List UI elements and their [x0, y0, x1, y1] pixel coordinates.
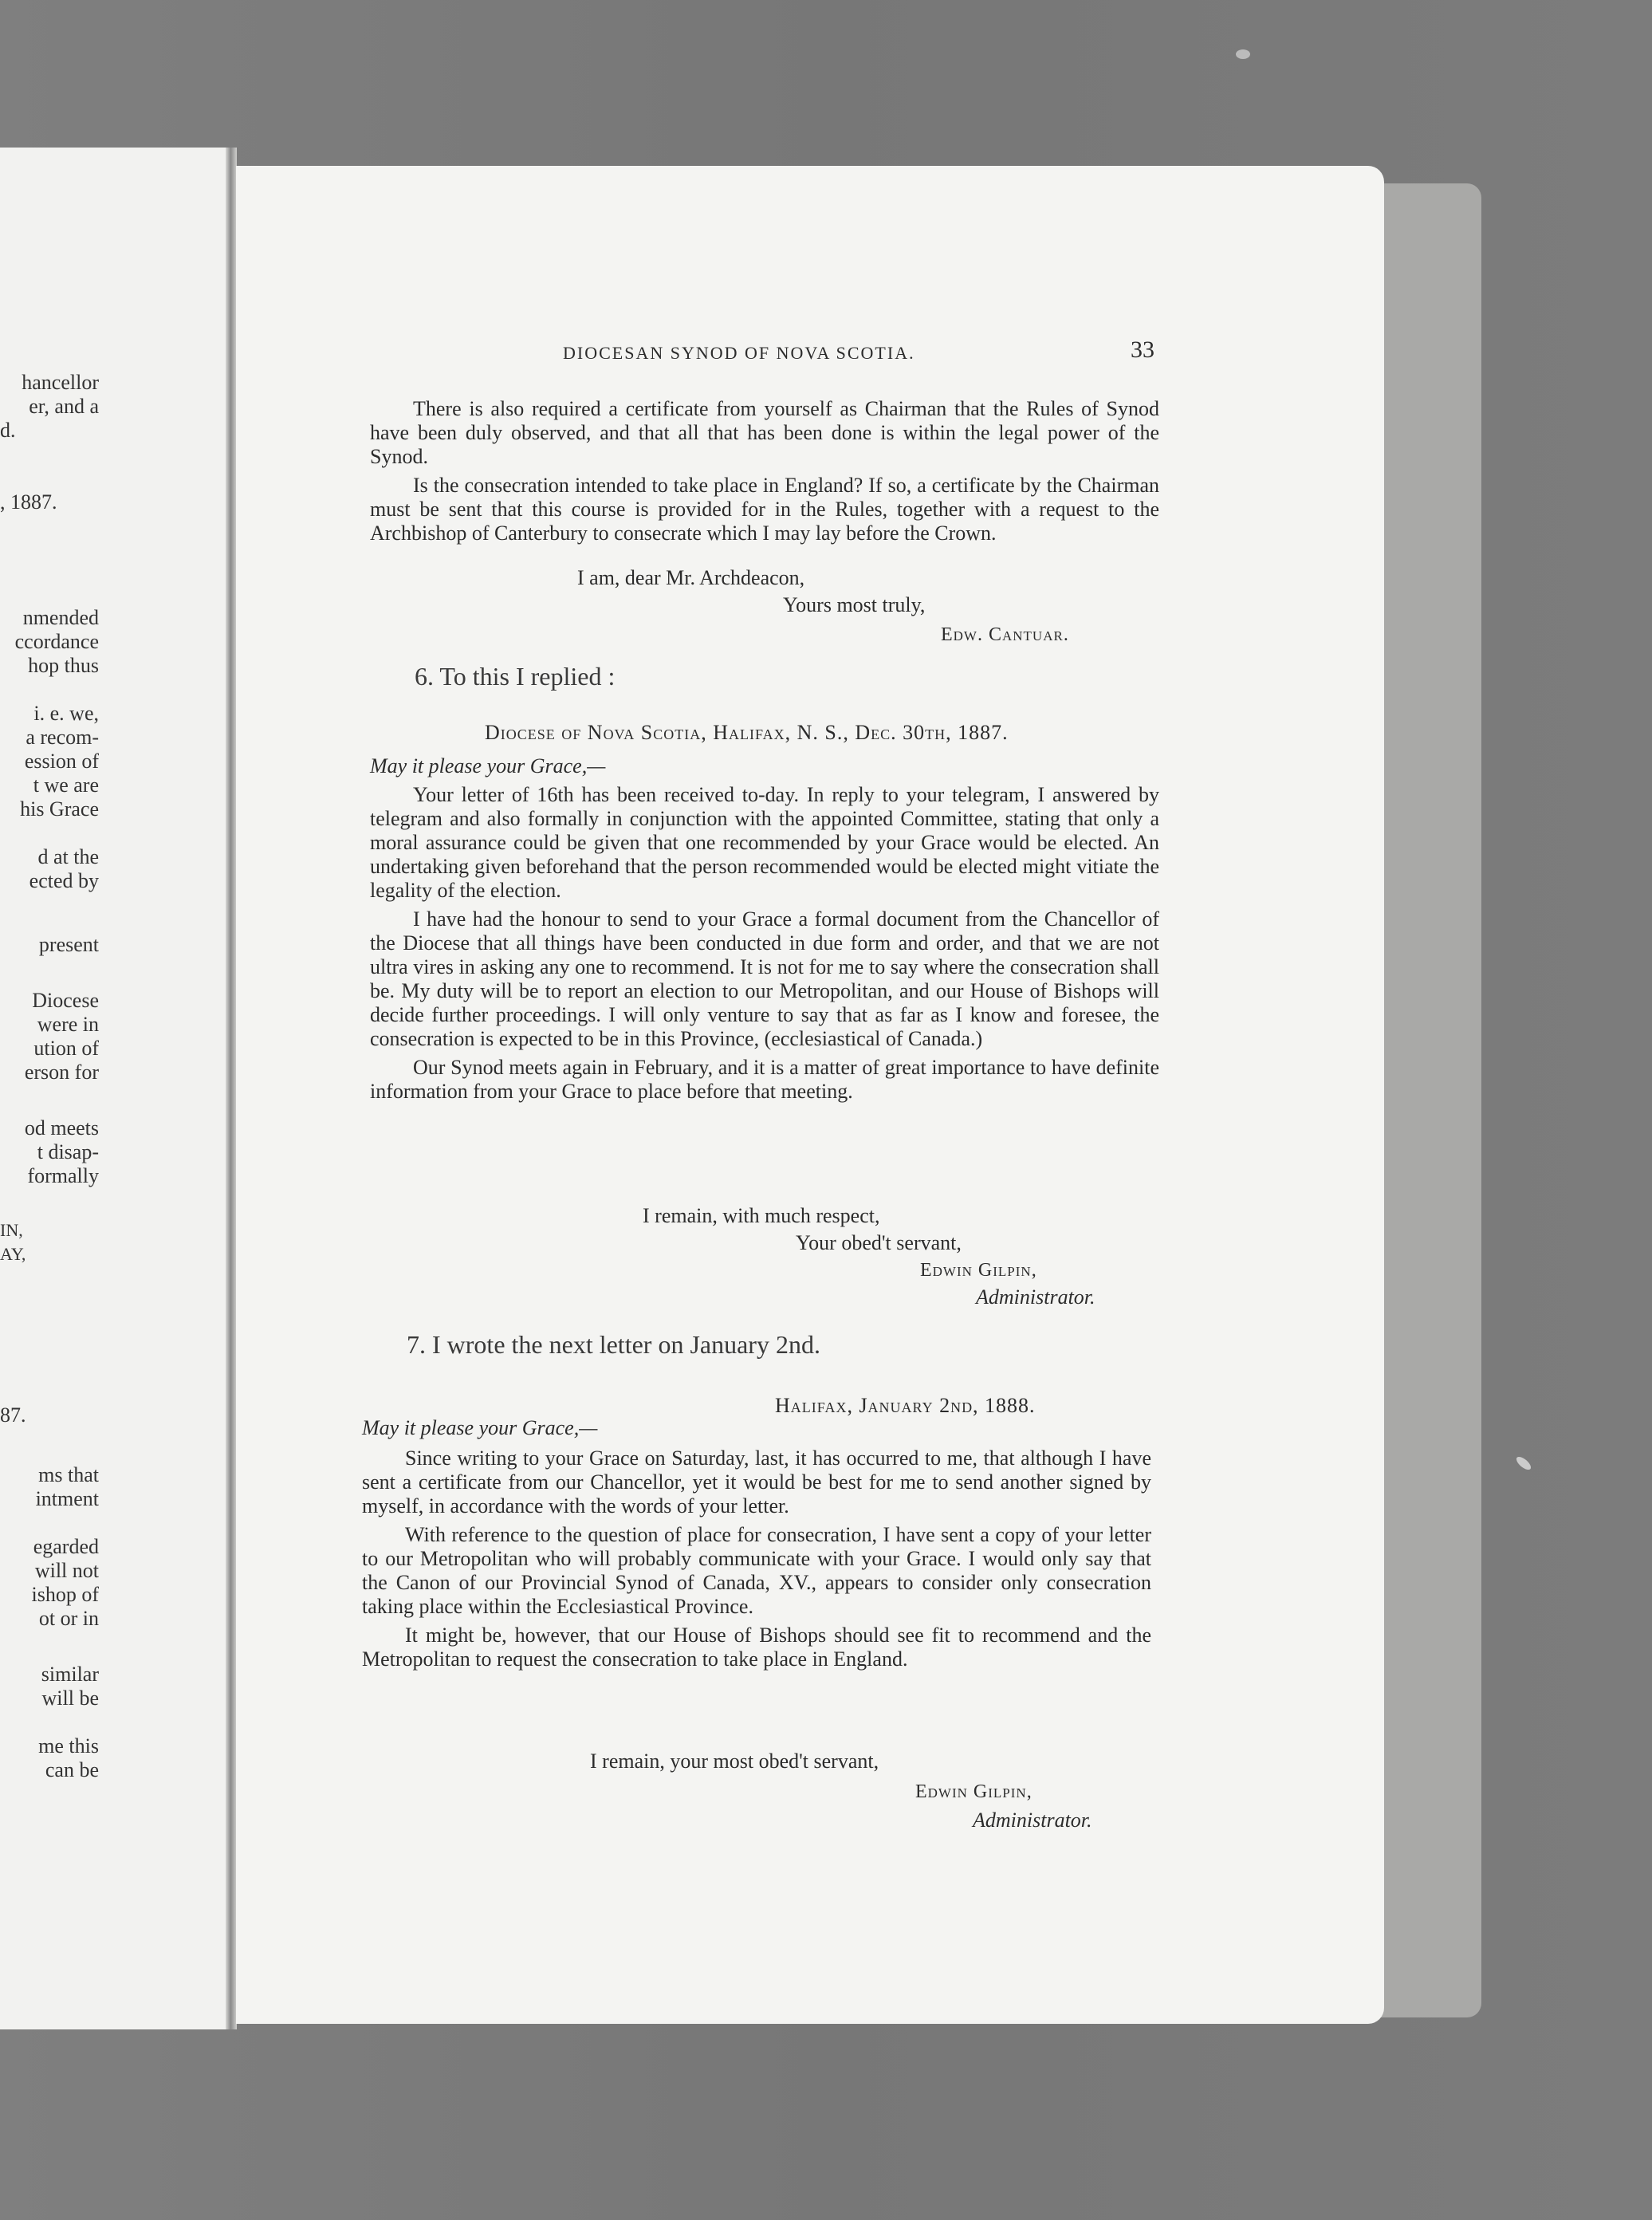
- paragraph: Your letter of 16th has been received to-day. In reply to your telegram, I answered by telegram and also formally in conjunction with the appointed Committee, stating that only a moral assurance could be given that one recommended by your Grace would be elected. An undertaking given beforehand that the person recommended would be elected might vitiate the legality of the election.: [370, 783, 1159, 902]
- section-heading: 7. I wrote the next letter on January 2nd.: [407, 1330, 820, 1359]
- closing-line: I remain, your most obed't servant,: [590, 1750, 879, 1773]
- letter-body: [370, 783, 1159, 1108]
- left-fragment: ected by: [29, 869, 99, 892]
- paragraph: It might be, however, that our House of Bishops should see fit to recommend and the Metropolitan to request the consecration to take place in England.: [362, 1624, 1151, 1671]
- left-fragment: will be: [41, 1687, 99, 1710]
- left-fragment: were in: [37, 1013, 99, 1036]
- dust-speck: [1236, 49, 1250, 59]
- document-page: [236, 166, 1384, 2024]
- page-number: 33: [1131, 337, 1154, 363]
- closing-line: I remain, with much respect,: [643, 1204, 880, 1227]
- salutation: May it please your Grace,—: [362, 1416, 598, 1439]
- paragraph: Since writing to your Grace on Saturday, last, it has occurred to me, that although I have sent a certificate from our Chancellor, yet it would be best for me to send another signed by myself, in accordance with the words of your letter.: [362, 1447, 1151, 1517]
- left-fragment: t we are: [33, 773, 99, 797]
- left-fragment: ution of: [33, 1037, 99, 1060]
- left-fragment: will not: [34, 1559, 99, 1582]
- left-fragment: his Grace: [20, 797, 99, 821]
- left-fragment: i. e. we,: [33, 702, 99, 725]
- left-fragment: formally: [27, 1164, 99, 1187]
- left-fragment: ms that: [38, 1463, 99, 1486]
- left-fragment: AY,: [0, 1244, 26, 1264]
- left-fragment: ession of: [24, 750, 99, 773]
- left-fragment: Diocese: [32, 989, 99, 1012]
- left-fragment: ishop of: [31, 1583, 99, 1606]
- paragraph: Our Synod meets again in February, and it is a matter of great importance to have definite information from your Grace to place before that meeting.: [370, 1056, 1159, 1103]
- left-fragment: ccordance: [14, 630, 99, 653]
- paragraph: Is the consecration intended to take place in England? If so, a certificate by the Chairman must be sent that this course is provided for in the Rules, together with a request to the Archbishop of Canterbury to consecrate which I may lay before the Crown.: [370, 474, 1159, 545]
- left-fragment: 87.: [0, 1403, 26, 1427]
- letter-end-body: [370, 397, 1159, 550]
- previous-page: [0, 148, 231, 2029]
- closing-line: Your obed't servant,: [796, 1231, 962, 1254]
- left-fragment: can be: [45, 1758, 99, 1781]
- left-fragment: hop thus: [28, 654, 99, 677]
- left-fragment: od meets: [24, 1116, 99, 1140]
- paragraph: I have had the honour to send to your Grace a formal document from the Chancellor of the Diocese that all things have been conducted in due form and order, and that we are not ultra vires in asking any one to recommend. It is not for me to say where the consecration shall be. My duty will be to report an election to our Metropolitan, and our House of Bishops will decide further proceedings. I will only venture to say that as far as I know and foresee, the consecration is expected to be in this Province, (ecclesiastical of Canada.): [370, 907, 1159, 1050]
- left-fragment: me this: [38, 1734, 99, 1758]
- left-fragment: similar: [41, 1663, 99, 1686]
- dateline: Halifax, January 2nd, 1888.: [775, 1394, 1036, 1417]
- signature: Edwin Gilpin,: [920, 1260, 1037, 1281]
- left-fragment: t disap-: [37, 1140, 99, 1163]
- closing-line: I am, dear Mr. Archdeacon,: [577, 566, 805, 589]
- signature: Edw. Cantuar.: [941, 624, 1069, 645]
- left-fragment: hancellor: [22, 371, 99, 394]
- letter-body: [362, 1447, 1151, 1676]
- signature: Edwin Gilpin,: [915, 1781, 1032, 1802]
- signature-title: Administrator.: [976, 1285, 1095, 1309]
- book-gutter: [226, 148, 237, 2029]
- left-fragment: erson for: [24, 1061, 99, 1084]
- salutation: May it please your Grace,—: [370, 754, 606, 777]
- closing-line: Yours most truly,: [783, 593, 926, 616]
- left-fragment: a recom-: [26, 726, 99, 749]
- dateline: Diocese of Nova Scotia, Halifax, N. S., Dec. 30th, 1887.: [485, 721, 1009, 744]
- left-fragment: intment: [35, 1487, 99, 1510]
- left-fragment: egarded: [33, 1535, 99, 1558]
- left-fragment: d.: [0, 419, 16, 442]
- section-heading: 6. To this I replied :: [415, 662, 616, 691]
- page-stack-shadow: [1379, 183, 1481, 2017]
- paragraph: There is also required a certificate from yourself as Chairman that the Rules of Synod have been duly observed, and that all that has been done is within the legal power of the Synod.: [370, 397, 1159, 468]
- paragraph: With reference to the question of place for consecration, I have sent a copy of your letter to our Metropolitan who will probably communicate with your Grace. I would only say that the Canon of our Provincial Synod of Canada, XV., appears to consider only consecration taking place within the Ecclesiastical Province.: [362, 1523, 1151, 1618]
- left-fragment: IN,: [0, 1220, 23, 1240]
- left-fragment: ot or in: [38, 1607, 99, 1630]
- left-fragment: present: [38, 933, 99, 956]
- running-header: DIOCESAN SYNOD OF NOVA SCOTIA.: [563, 343, 915, 363]
- left-fragment: er, and a: [29, 395, 99, 418]
- left-fragment: nmended: [22, 606, 99, 629]
- signature-title: Administrator.: [973, 1809, 1092, 1832]
- left-fragment: d at the: [37, 845, 99, 868]
- left-fragment: , 1887.: [0, 490, 57, 514]
